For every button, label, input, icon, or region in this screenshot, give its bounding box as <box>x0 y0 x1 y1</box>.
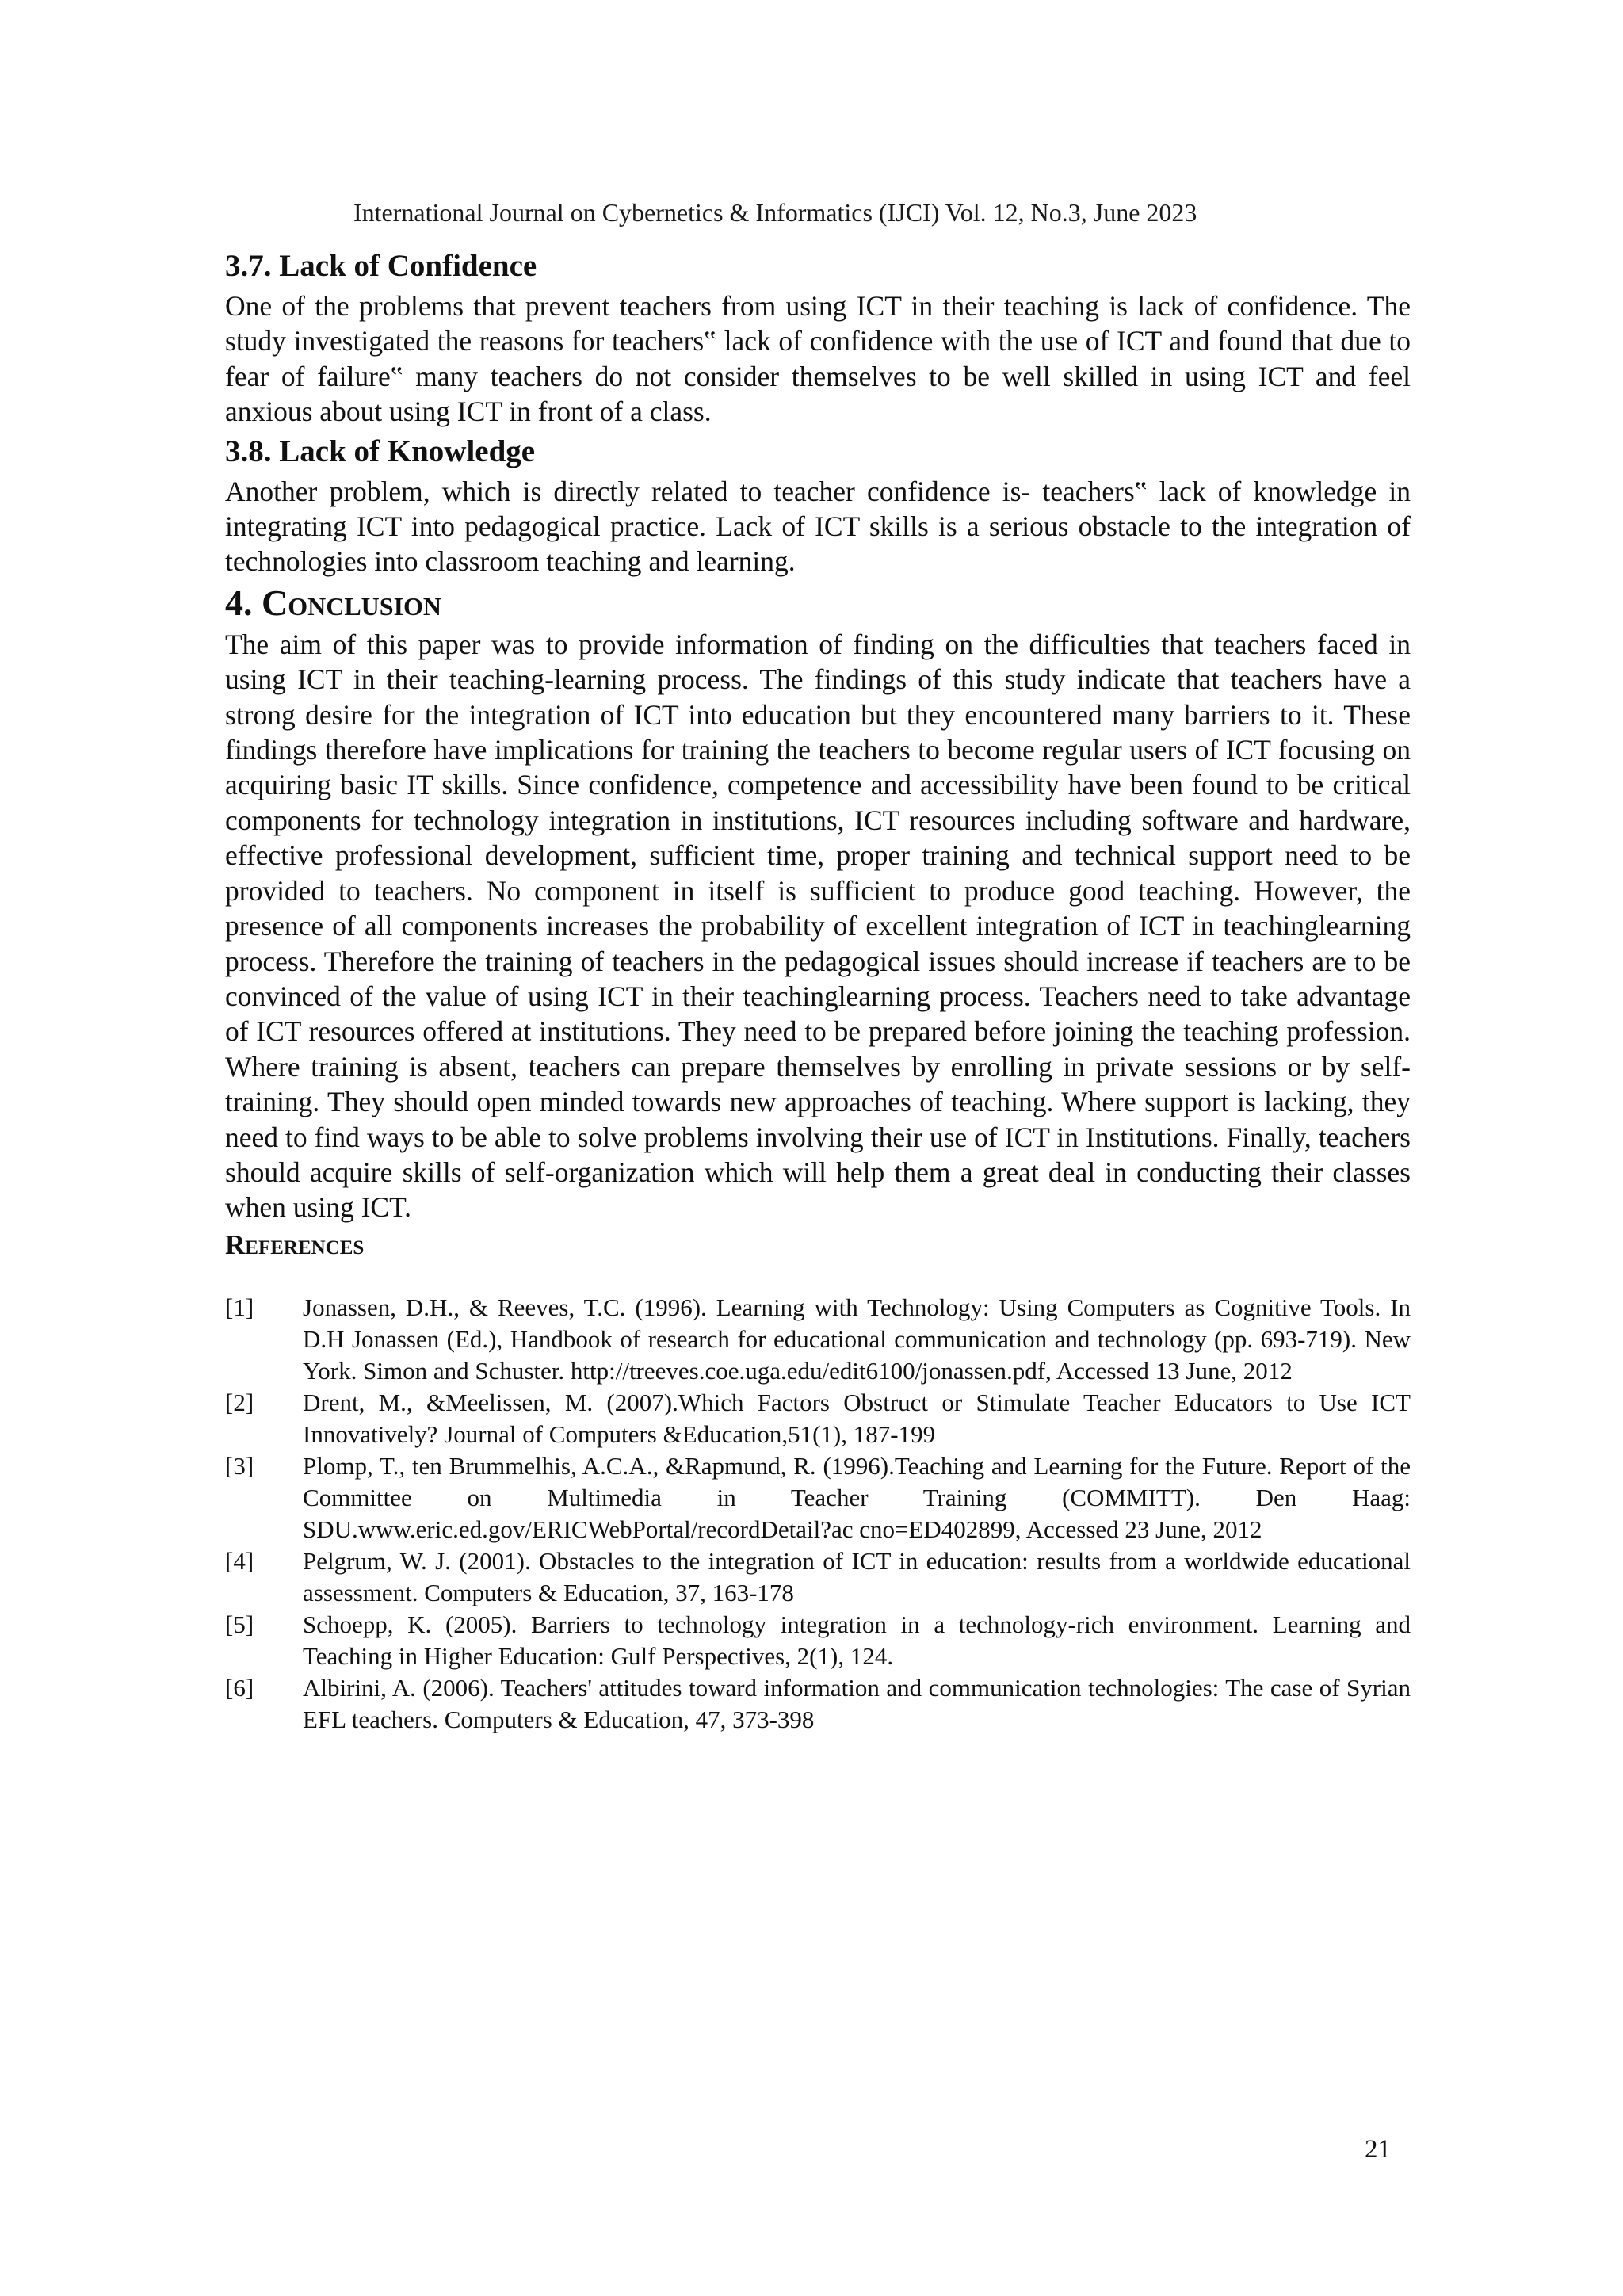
section-heading-3-8: 3.8. Lack of Knowledge <box>225 434 536 468</box>
section-paragraph-3-7: One of the problems that prevent teachers from using ICT in their teaching is lack of confidence. The study investigated the reasons for teachers‟ lack of confidence with the use of ICT and found that due to fear of failure‟ many teachers do not consider themselves to be well skilled in using ICT and feel anxious about using ICT in front of a class. <box>225 290 1411 428</box>
section-heading-3-7: 3.7. Lack of Confidence <box>225 249 537 283</box>
references-heading: References <box>225 1228 365 1260</box>
reference-text: Drent, M., &Meelissen, M. (2007).Which Factors Obstruct or Stimulate Teacher Educators to Use ICT Innovatively? Journal of Computers &Education,51(1), 187-199 <box>303 1388 1411 1448</box>
reference-text: Albirini, A. (2006). Teachers' attitudes toward information and communication technologies: The case of Syrian EFL teachers. Computers & Education, 47, 373-398 <box>303 1673 1411 1733</box>
running-header: International Journal on Cybernetics & Informatics (IJCI) Vol. 12, No.3, June 2023 <box>353 198 1197 227</box>
reference-item <box>225 1292 1411 1387</box>
reference-item <box>225 1672 1411 1736</box>
reference-text: Plomp, T., ten Brummelhis, A.C.A., &Rapmund, R. (1996).Teaching and Learning for the Future. Report of the Committee on Multimedia in Teacher Training (COMMITT). Den Haag: SDU.www.eric.ed.gov/ERICWebPortal/recordDetail?ac cno=ED402899, Accessed 23 June, 2012 <box>303 1451 1411 1543</box>
reference-item <box>225 1387 1411 1450</box>
section-paragraph-3-8: Another problem, which is directly related to teacher confidence is- teachers‟ lack of knowledge in integrating ICT into pedagogical practice. Lack of ICT skills is a serious obstacle to the integration of technologies into classroom teaching and learning. <box>225 475 1411 578</box>
reference-list <box>225 1292 1411 1736</box>
section-heading-conclusion: 4. Conclusion <box>225 582 442 623</box>
reference-number: [3] <box>225 1451 254 1480</box>
reference-number: [5] <box>225 1610 254 1638</box>
page-number: 21 <box>1365 2135 1391 2164</box>
reference-text: Pelgrum, W. J. (2001). Obstacles to the integration of ICT in education: results from a worldwide educational assessment. Computers & Education, 37, 163-178 <box>303 1546 1411 1606</box>
reference-item <box>225 1545 1411 1609</box>
reference-number: [1] <box>225 1293 254 1321</box>
reference-number: [6] <box>225 1673 254 1702</box>
reference-number: [2] <box>225 1388 254 1416</box>
section-paragraph-conclusion: The aim of this paper was to provide information of finding on the difficulties that teachers faced in using ICT in their teaching-learning process. The findings of this study indicate that teachers have a strong desire for the integration of ICT into education but they encountered many barriers to it. These findings therefore have implications for training the teachers to become regular users of ICT focusing on acquiring basic IT skills. Since confidence, competence and accessibility have been found to be critical components for technology integration in institutions, ICT resources including software and hardware, effective professional development, sufficient time, proper training and technical support need to be provided to teachers. No component in itself is sufficient to produce good teaching. However, the presence of all components increases the probability of excellent integration of ICT in teachinglearning process. Therefore the training of teachers in the pedagogical issues should increase if teachers are to be convinced of the value of using ICT in their teachinglearning process. Teachers need to take advantage of ICT resources offered at institutions. They need to be prepared before joining the teaching profession. Where training is absent, teachers can prepare themselves by enrolling in private sessions or by self-training. They should open minded towards new approaches of teaching. Where support is lacking, they need to find ways to be able to solve problems involving their use of ICT in Institutions. Finally, teachers should acquire skills of self-organization which will help them a great deal in conducting their classes when using ICT. <box>225 628 1411 1224</box>
reference-item <box>225 1450 1411 1545</box>
page-content <box>225 244 1411 1736</box>
reference-text: Schoepp, K. (2005). Barriers to technology integration in a technology-rich environment. Learning and Teaching in Higher Education: Gulf Perspectives, 2(1), 124. <box>303 1610 1411 1670</box>
reference-item <box>225 1609 1411 1672</box>
reference-text: Jonassen, D.H., & Reeves, T.C. (1996). Learning with Technology: Using Computers as Cognitive Tools. In D.H Jonassen (Ed.), Handbook of research for educational communication and technology (pp. 693-719). New York. Simon and Schuster. http://treeves.coe.uga.edu/edit6100/jonassen.pdf, Accessed 13 June, 2012 <box>303 1293 1411 1385</box>
reference-number: [4] <box>225 1546 254 1575</box>
